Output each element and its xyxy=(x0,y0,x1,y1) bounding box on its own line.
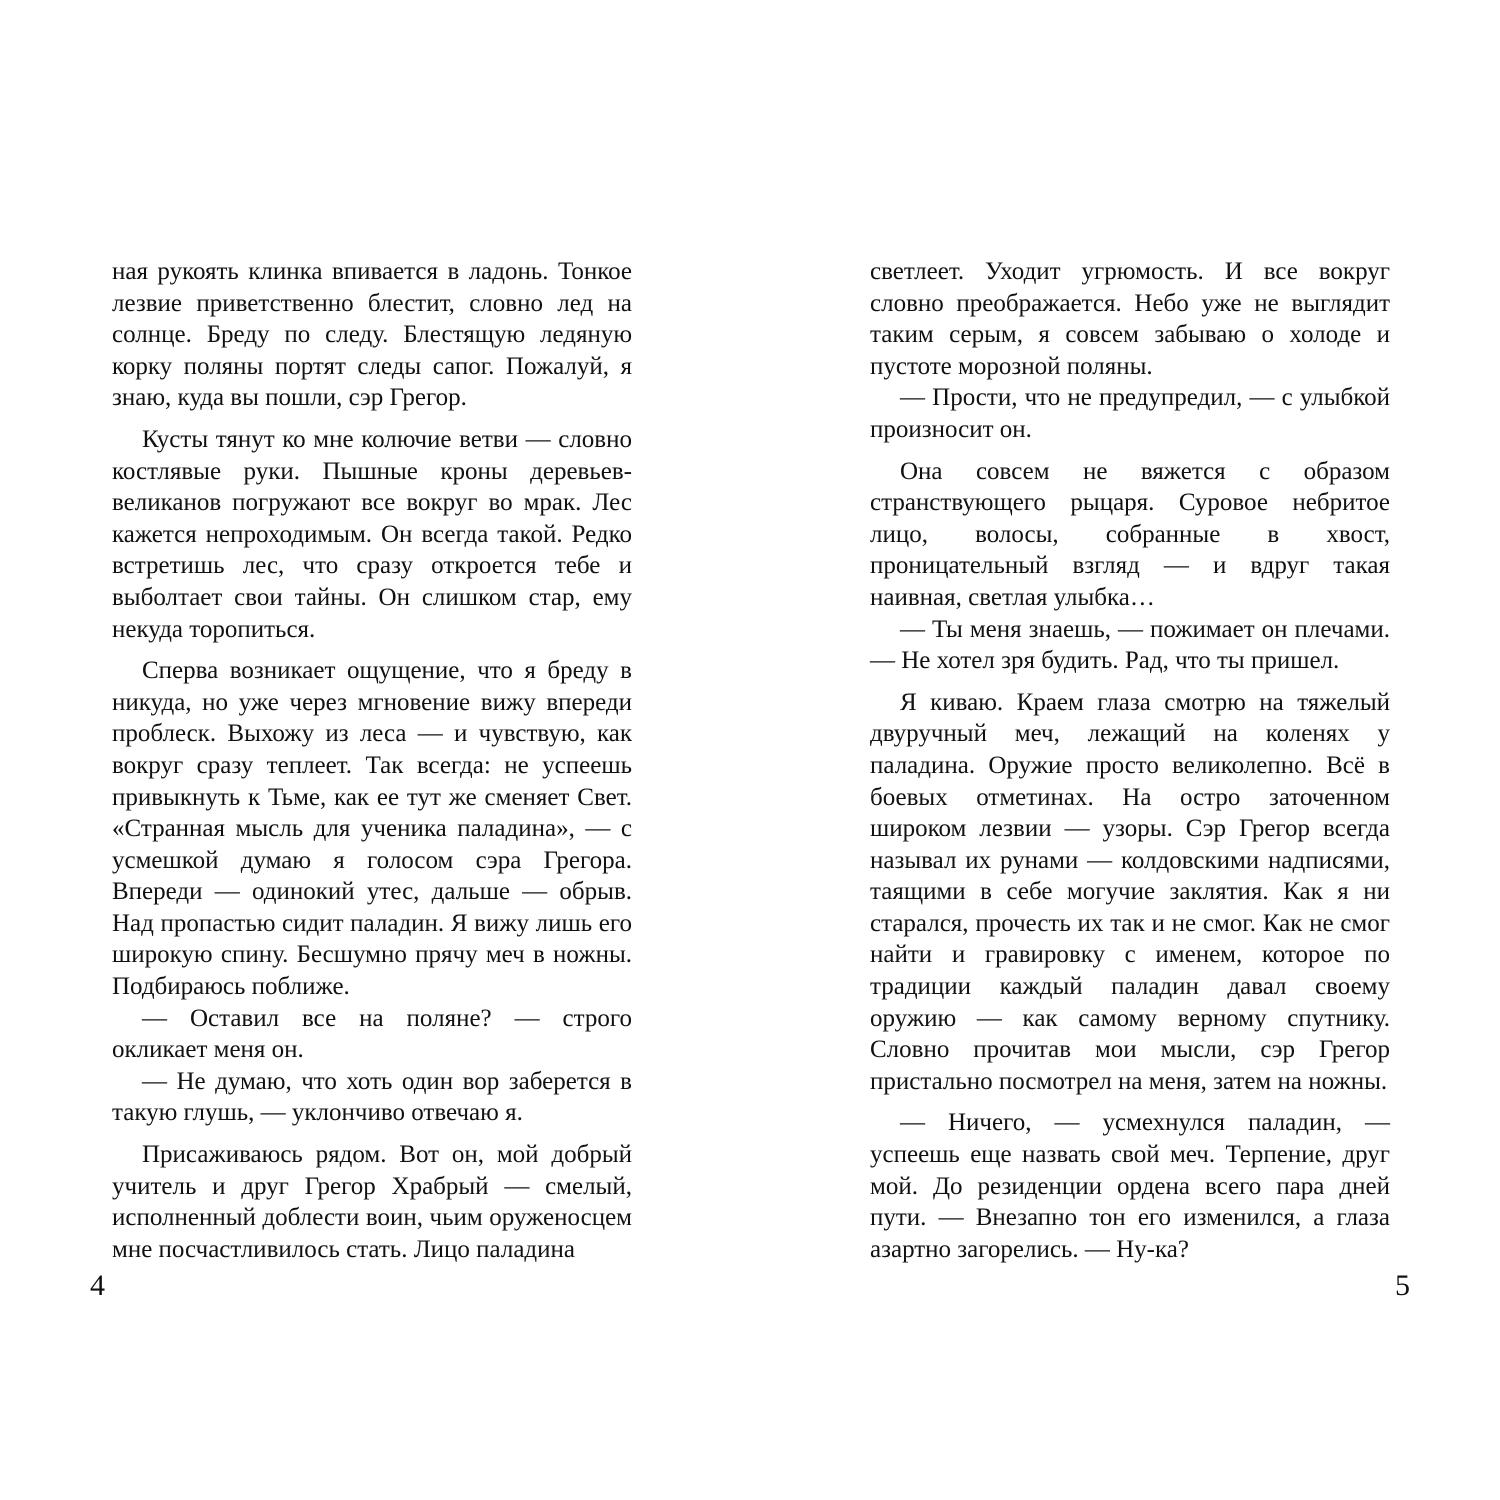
dialogue-line: — Ты меня знаешь, — пожимает он плечами. — Не хотел зря будить. Рад, что ты пришел. xyxy=(870,615,1390,675)
paragraph: светлеет. Уходит угрюмость. И все вокруг словно преображается. Небо уже не выглядит таким серым, я совсем забываю о холоде и пустоте морозной поляны. xyxy=(870,258,1390,380)
paragraph: Она совсем не вяжется с образом странствующего рыцаря. Суровое небритое лицо, волосы, собранные в хвост, проницательный взгляд — и вдруг такая наивная, светлая улыбка… xyxy=(870,457,1390,611)
dialogue-line: — Оставил все на поляне? — строго окликает меня он. xyxy=(112,1004,632,1064)
dialogue-line: — Прости, что не предупредил, — с улыбкой произносит он. xyxy=(870,384,1390,443)
right-page xyxy=(750,0,1500,1500)
page-number: 5 xyxy=(1395,1269,1410,1302)
paragraph: Я киваю. Краем глаза смотрю на тяжелый двуручный меч, лежащий на коленях у паладина. Оружие просто великолепно. Всё в боевых отметинах. На остро заточенном широком лезвии — узоры. Сэр Грегор всегда называл их рунами — колдовскими надписями, таящими в себе могучие заклятия. Как я ни старался, прочесть их так и не смог. Как не смог найти и гравировку с именем, которое по традиции каждый паладин давал своему оружию — как самому верному спутнику. Словно прочитав мои мысли, сэр Грегор пристально посмотрел на меня, затем на ножны. xyxy=(870,688,1390,1095)
dialogue-line: — Ничего, — усмехнулся паладин, — успеешь еще назвать свой меч. Терпение, друг мой. До резиденции ордена всего пара дней пути. — Внезапно тон его изменился, а глаза азартно загорелись. — Ну-ка? xyxy=(870,1109,1390,1263)
paragraph: Присаживаюсь рядом. Вот он, мой добрый учитель и друг Грегор Храбрый — смелый, исполненный доблести воин, чьим оруженосцем мне посчастливилось стать. Лицо паладина xyxy=(112,1141,632,1263)
paragraph: Сперва возникает ощущение, что я бреду в никуда, но уже через мгновение вижу впереди проблеск. Выхожу из леса — и чувствую, как вокруг сразу теплеет. Так всегда: не успеешь привыкнуть к Тьме, как ее тут же сменяет Свет. «Странная мысль для ученика паладина», — с усмешкой думаю я голосом сэра Грегора. Впереди — одинокий утес, дальше — обрыв. Над пропастью сидит паладин. Я вижу лишь его широкую спину. Бесшумно прячу меч в ножны. Подбираюсь поближе. xyxy=(112,657,632,1001)
paragraph: Кусты тянут ко мне колючие ветви — словно костлявые руки. Пышные кроны деревьев-великанов погружают все вокруг во мрак. Лес кажется непроходимым. Он всегда такой. Редко встретишь лес, что сразу откроется тебе и выболтает свои тайны. Он слишком стар, ему некуда торопиться. xyxy=(112,425,632,643)
left-page-text xyxy=(112,256,632,1265)
page-number: 4 xyxy=(90,1269,105,1302)
dialogue-line: — Не думаю, что хоть один вор заберется в такую глушь, — уклончиво отвечаю я. xyxy=(112,1067,632,1127)
paragraph: ная рукоять клинка впивается в ладонь. Тонкое лезвие приветственно блестит, словно лед на солнце. Бреду по следу. Блестящую ледяную корку поляны портят следы сапог. Пожалуй, я знаю, куда вы пошли, сэр Грегор. xyxy=(112,258,632,412)
right-page-text xyxy=(870,256,1390,1265)
